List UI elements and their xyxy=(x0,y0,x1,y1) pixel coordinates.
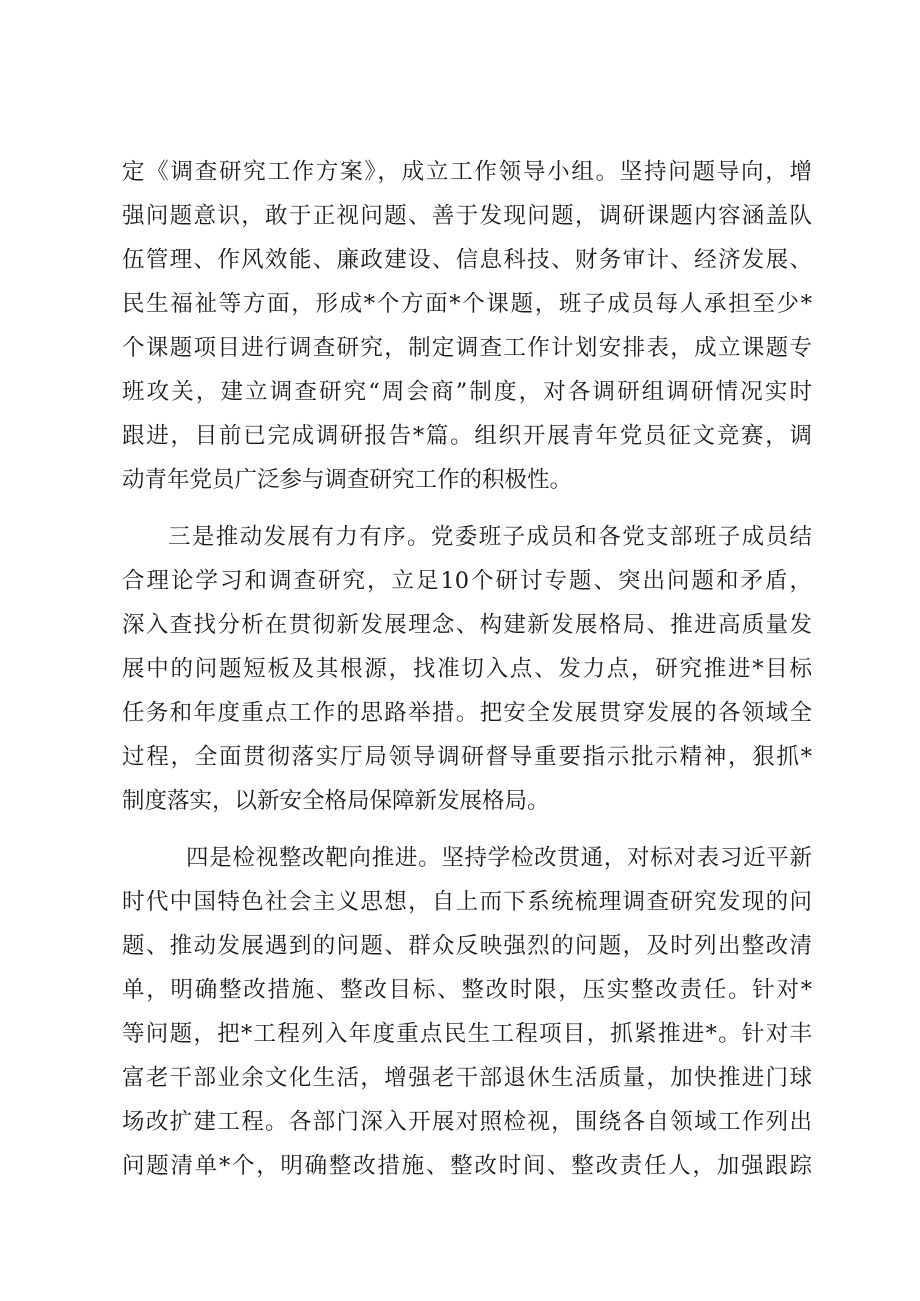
text-line: 时代中国特色社会主义思想，自上而下系统梳理调查研究发现的问 xyxy=(122,889,812,915)
text-line: 场改扩建工程。各部门深入开展对照检视，围绕各自领域工作列出 xyxy=(122,1109,812,1135)
text-line: 动青年党员广泛参与调查研究工作的积极性。 xyxy=(122,467,573,493)
text-line: 展中的问题短板及其根源，找准切入点、发力点，研究推进*目标 xyxy=(122,656,812,682)
text-line: 跟进，目前已完成调研报告*篇。组织开展青年党员征文竞赛，调 xyxy=(122,423,812,449)
text-line: 过程，全面贯彻落实厅局领导调研督导重要指示批示精神，狠抓* xyxy=(122,744,812,770)
text-line: 单，明确整改措施、整改目标、整改时限，压实整改责任。针对* xyxy=(122,977,812,1003)
text-line: 强问题意识，敢于正视问题、善于发现问题，调研课题内容涵盖队 xyxy=(122,203,812,229)
text-line: 三是推动发展有力有序。党委班子成员和各党支部班子成员结 xyxy=(168,524,812,550)
paragraph-rectification xyxy=(122,836,812,1188)
document-body xyxy=(122,150,812,1188)
text-line: 深入查找分析在贯彻新发展理念、构建新发展格局、推进高质量发 xyxy=(122,612,812,638)
text-line: 班攻关，建立调查研究“周会商”制度，对各调研组调研情况实时 xyxy=(122,379,812,405)
text-line: 个课题项目进行调查研究，制定调查工作计划安排表，成立课题专 xyxy=(122,335,812,361)
text-line: 富老干部业余文化生活，增强老干部退休生活质量，加快推进门球 xyxy=(122,1065,812,1091)
text-line: 题、推动发展遇到的问题、群众反映强烈的问题，及时列出整改清 xyxy=(122,933,812,959)
text-line: 等问题，把*工程列入年度重点民生工程项目，抓紧推进*。针对丰 xyxy=(122,1021,812,1047)
text-line: 问题清单*个，明确整改措施、整改时间、整改责任人，加强跟踪 xyxy=(122,1153,812,1179)
paragraph-promote-development xyxy=(122,515,812,823)
text-line: 任务和年度重点工作的思路举措。把安全发展贯穿发展的各领域全 xyxy=(122,700,812,726)
text-line: 定《调查研究工作方案》，成立工作领导小组。坚持问题导向，增 xyxy=(122,159,812,185)
text-line: 制度落实，以新安全格局保障新发展格局。 xyxy=(122,788,550,814)
paragraph-research-plan xyxy=(122,150,812,502)
text-line: 合理论学习和调查研究，立足10个研讨专题、突出问题和矛盾， xyxy=(122,568,812,594)
text-line: 民生福祉等方面，形成*个方面*个课题，班子成员每人承担至少* xyxy=(122,291,812,317)
text-line: 伍管理、作风效能、廉政建设、信息科技、财务审计、经济发展、 xyxy=(122,247,812,273)
text-line: 四是检视整改靶向推进。坚持学检改贯通，对标对表习近平新 xyxy=(186,845,812,871)
